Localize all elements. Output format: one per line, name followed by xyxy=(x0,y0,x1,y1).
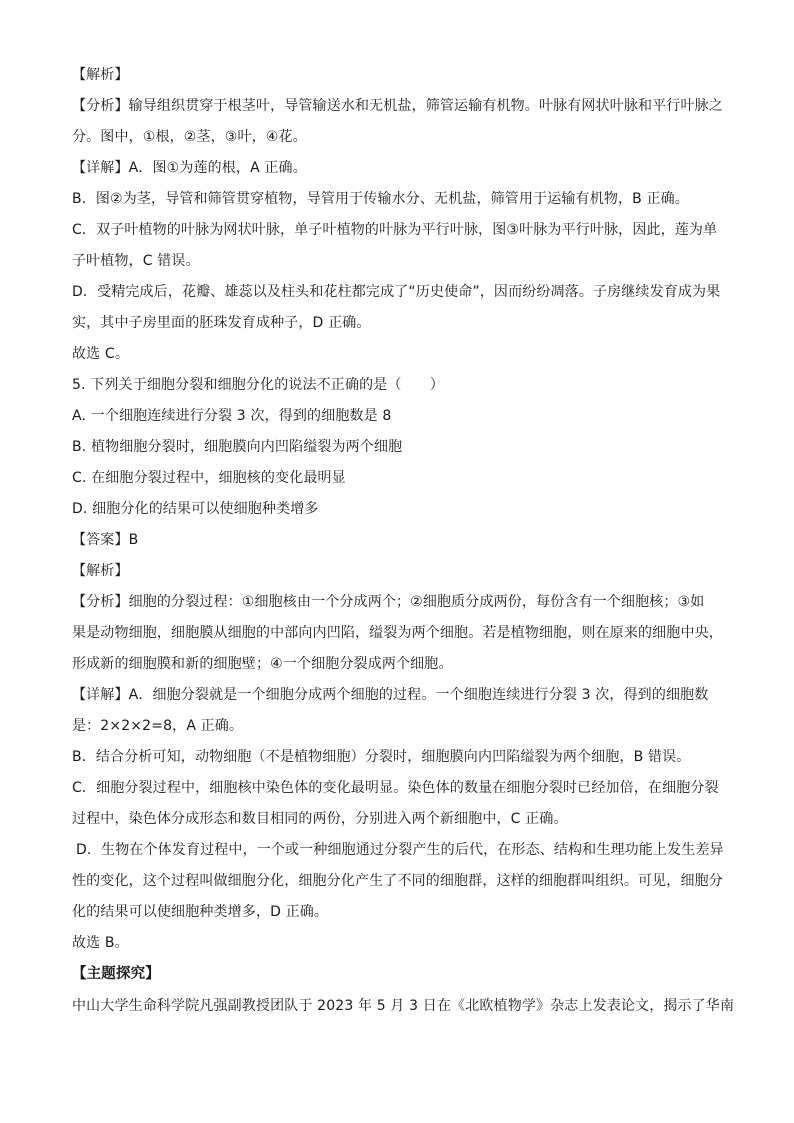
detail-option-d-line: 性的变化，这个过程叫做细胞分化，细胞分化产生了不同的细胞群，这样的细胞群叫组织。可见，细胞分 xyxy=(72,873,723,889)
question-5-option-a: A. 一个细胞连续进行分裂 3 次，得到的细胞数是 8 xyxy=(72,408,392,424)
answer-choice-line: 故选 C。 xyxy=(72,346,129,362)
detail-option-b-line: B．图②为茎，导管和筛管贯穿植物，导管用于传输水分、无机盐，筛管用于运输有机物，B 正确。 xyxy=(72,191,689,207)
detail-option-c-line: 过程中，染色体分成形态和数目相同的两份，分别进入两个新细胞中，C 正确。 xyxy=(72,811,568,827)
detail-option-d-line: 化的结果可以使细胞种类增多，D 正确。 xyxy=(72,904,329,920)
question-5-option-b: B. 植物细胞分裂时，细胞膜向内凹陷缢裂为两个细胞 xyxy=(72,439,403,455)
analysis-paragraph-line: 分。图中，①根，②茎，③叶，④花。 xyxy=(72,129,307,145)
answer-choice-line: 故选 B。 xyxy=(72,935,129,951)
detail-option-d-line: D．受精完成后，花瓣、雄蕊以及柱头和花柱都完成了“历史使命”，因而纷纷凋落。子房继续发育成为果 xyxy=(72,284,721,300)
question-5-option-d: D. 细胞分化的结果可以使细胞种类增多 xyxy=(72,501,319,517)
detail-option-d-line: 实，其中子房里面的胚珠发育成种子，D 正确。 xyxy=(72,315,371,331)
section-label-analysis: 【解析】 xyxy=(72,563,129,579)
detail-option-b-line: B．结合分析可知，动物细胞（不是植物细胞）分裂时，细胞膜向内凹陷缢裂为两个细胞，B 错误。 xyxy=(72,749,691,765)
theme-exploration-paragraph-line: 中山大学生命科学院凡强副教授团队于 2023 年 5 月 3 日在《北欧植物学》杂志上发表论文，揭示了华南 xyxy=(72,998,735,1014)
section-label-analysis: 【解析】 xyxy=(72,67,129,83)
detail-option-c-line: C．双子叶植物的叶脉为网状叶脉，单子叶植物的叶脉为平行叶脉，图③叶脉为平行叶脉，因此，莲为单 xyxy=(72,222,718,238)
analysis-paragraph-line: 果是动物细胞，细胞膜从细胞的中部向内凹陷，缢裂为两个细胞。若是植物细胞，则在原来的细胞中央， xyxy=(72,625,723,641)
analysis-paragraph-line: 【分析】输导组织贯穿于根茎叶，导管输送水和无机盐，筛管运输有机物。叶脉有网状叶脉和平行叶脉之 xyxy=(72,98,723,114)
theme-exploration-heading: 【主题探究】 xyxy=(72,966,160,982)
question-5-stem: 5. 下列关于细胞分裂和细胞分化的说法不正确的是（ ） xyxy=(72,377,445,393)
analysis-paragraph-line: 【分析】细胞的分裂过程：①细胞核由一个分成两个；②细胞质分成两份，每份含有一个细胞核；③如 xyxy=(72,594,705,610)
detail-paragraph-line: 是：2×2×2=8，A 正确。 xyxy=(72,718,244,734)
detail-option-c-line: 子叶植物，C 错误。 xyxy=(72,253,200,269)
question-5-option-c: C. 在细胞分裂过程中，细胞核的变化最明显 xyxy=(72,470,346,486)
analysis-paragraph-line: 形成新的细胞膜和新的细胞壁；④一个细胞分裂成两个细胞。 xyxy=(72,656,453,672)
answer-label: 【答案】B xyxy=(72,532,139,548)
detail-option-d-line: D．生物在个体发育过程中，一个或一种细胞通过分裂产生的后代，在形态、结构和生理功能上发生差异 xyxy=(76,842,724,858)
detail-option-c-line: C．细胞分裂过程中，细胞核中染色体的变化最明显。染色体的数量在细胞分裂时已经加倍，在细胞分裂 xyxy=(72,780,719,796)
detail-paragraph-line: 【详解】A．细胞分裂就是一个细胞分成两个细胞的过程。一个细胞连续进行分裂 3 次，得到的细胞数 xyxy=(72,687,709,703)
detail-paragraph-line: 【详解】A．图①为莲的根，A 正确。 xyxy=(72,160,307,176)
